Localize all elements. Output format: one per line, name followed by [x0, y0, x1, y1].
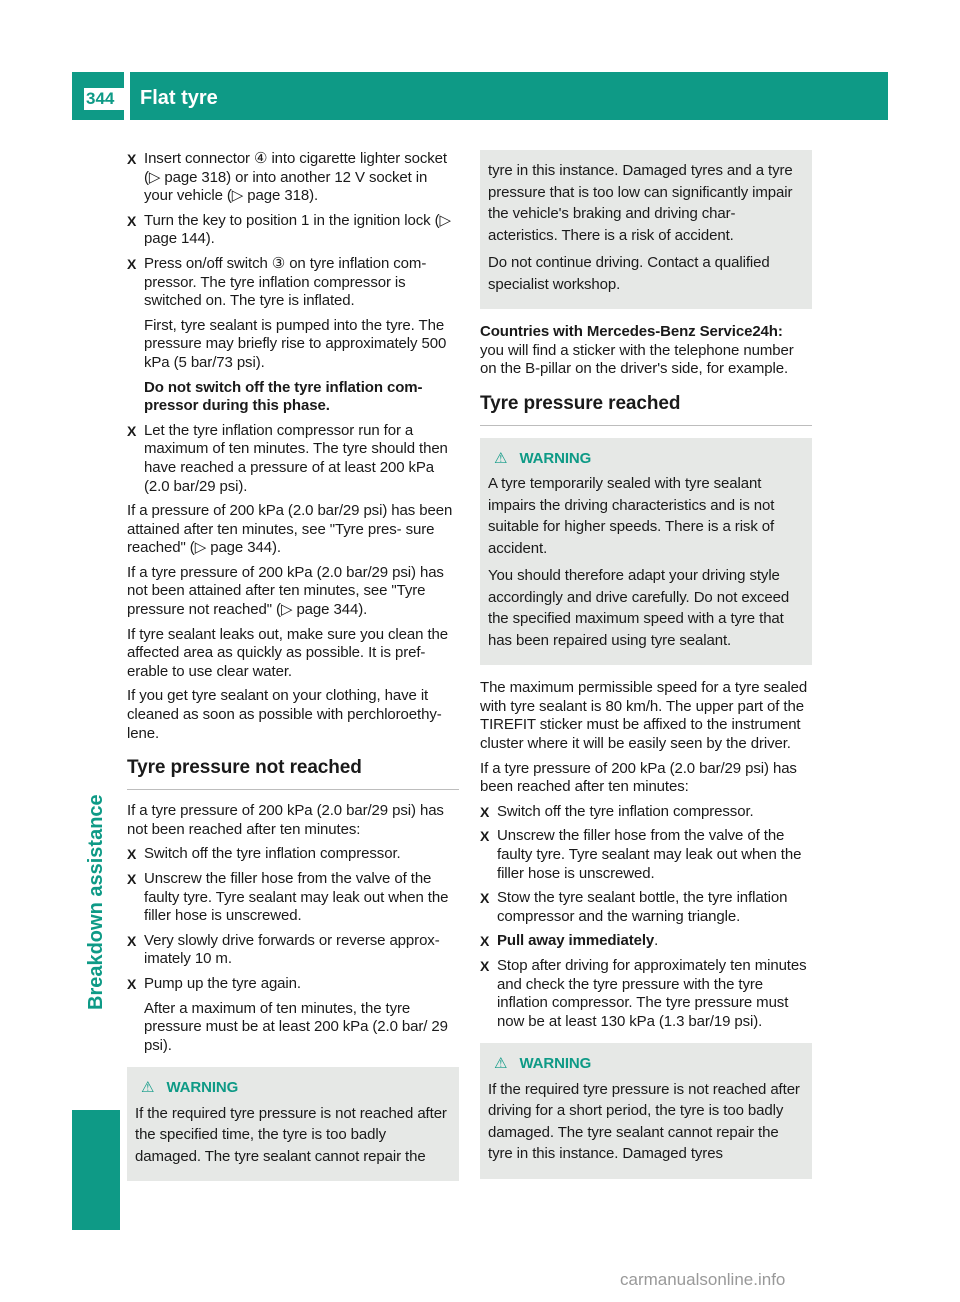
warning-text: You should therefore adapt your driving style accordingly and drive carefully. Do not exceed the specified maximum speed with a tyre that has been repaired using tyre sealant.: [488, 567, 790, 649]
warning-text: If the required tyre pressure is not reached after the specified time, the tyre is too badly damaged. The tyre sealant cannot repair the: [135, 1104, 447, 1165]
step-text: Let the tyre inflation compressor run for a maximum of ten minutes. The tyre should then have reached a pressure of at least 200 kPa (2.0 bar/29 psi).: [144, 421, 448, 495]
header-divider: [124, 72, 130, 120]
step-item: [480, 827, 812, 883]
paragraph: If a tyre pressure of 200 kPa (2.0 bar/29 psi) has been reached after ten minutes:: [480, 759, 797, 796]
step-arrow-icon: X: [127, 255, 137, 272]
paragraph: The maximum permissible speed for a tyre sealed with tyre sealant is 80 km/h. The upper part of the TIREFIT sticker must be affixed to the instrument cluster where it will be easily seen by the driver.: [480, 679, 808, 753]
step-arrow-icon: X: [480, 828, 490, 845]
paragraph: If a tyre pressure of 200 kPa (2.0 bar/29 psi) has not been attained after ten minutes, see "Tyre pressure not reached" (▷ page 344).: [127, 563, 444, 619]
step-text: Pump up the tyre again.: [144, 974, 301, 992]
warning-triangle-icon: ⚠: [494, 449, 508, 467]
step-arrow-icon: X: [127, 871, 137, 887]
warning-label: WARNING: [519, 449, 592, 467]
step-item: [127, 255, 459, 311]
step-note: After a maximum of ten minutes, the tyre pressure must be at least 200 kPa (2.0 bar/ 29 psi).: [144, 999, 448, 1054]
warning-triangle-icon: ⚠: [494, 1055, 508, 1073]
step-item: [480, 957, 812, 1031]
warning-box: [480, 1043, 812, 1179]
step-arrow-icon: X: [127, 151, 137, 167]
right-column: [480, 150, 812, 1193]
step-text: Very slowly drive forwards or reverse approx- imately 10 m.: [144, 931, 440, 968]
step-text: Insert connector ④ into cigarette lighter socket (▷ page 318) or into another 12 V socket in your vehicle (▷ page 318).: [144, 150, 447, 205]
step-arrow-icon: X: [480, 803, 490, 820]
step-note: First, tyre sealant is pumped into the tyre. The pressure may briefly rise to approximately 500 kPa (5 bar/73 psi).: [144, 316, 447, 371]
warning-box: [127, 1067, 459, 1181]
step-item: [480, 932, 812, 951]
step-text: Unscrew the filler hose from the valve of the faulty tyre. Tyre sealant may leak out when the filler hose is unscrewed.: [144, 870, 449, 925]
section-heading: Tyre pressure reached: [480, 393, 812, 426]
warning-box-continued: [480, 150, 812, 309]
warning-triangle-icon: ⚠: [141, 1079, 155, 1097]
paragraph: If a pressure of 200 kPa (2.0 bar/29 psi) has been attained after ten minutes, see "Tyre pres- sure reached" (▷ page 344).: [127, 502, 453, 557]
step-arrow-icon: X: [127, 975, 137, 992]
step-item: [127, 845, 459, 864]
warning-text: A tyre temporarily sealed with tyre sealant impairs the driving characteristics and is not suitable for higher speeds. There is a risk of accident.: [488, 475, 775, 557]
step-text: Stow the tyre sealant bottle, the tyre inflation compressor and the warning triangle.: [497, 889, 788, 925]
step-item: [127, 212, 459, 249]
step-item: [127, 932, 459, 969]
side-tab-label: Breakdown assistance: [85, 794, 107, 1010]
step-arrow-icon: X: [127, 846, 137, 863]
step-note-bold: Do not switch off the tyre inflation com- pressor during this phase.: [144, 378, 423, 415]
section-heading: Tyre pressure not reached: [127, 757, 459, 790]
page-number: 344: [84, 88, 130, 110]
step-arrow-icon: X: [480, 933, 490, 950]
paragraph: If tyre sealant leaks out, make sure you clean the affected area as quickly as possible. It is pref- erable to use clear water.: [127, 625, 449, 680]
step-item: [480, 889, 812, 926]
step-period: .: [654, 932, 659, 950]
step-text-bold: Pull away immediately: [497, 932, 655, 950]
section-title: Flat tyre: [140, 87, 218, 109]
step-item: [480, 803, 812, 822]
step-arrow-icon: X: [127, 932, 137, 949]
step-text: Unscrew the filler hose from the valve of the faulty tyre. Tyre sealant may leak out when the filler hose is unscrewed.: [497, 827, 802, 882]
step-arrow-icon: X: [480, 958, 490, 974]
step-arrow-icon: X: [480, 890, 490, 907]
step-arrow-icon: X: [127, 422, 137, 439]
warning-title: [488, 448, 804, 470]
step-item: [127, 150, 459, 206]
watermark: carmanualsonline.info: [620, 1270, 786, 1289]
step-item: [127, 422, 459, 496]
paragraph: If you get tyre sealant on your clothing, have it cleaned as soon as possible with perchloroethy- lene.: [127, 687, 442, 742]
paragraph: you will find a sticker with the telephone number on the B-pillar on the driver's side, for example.: [480, 341, 794, 378]
warning-label: WARNING: [519, 1055, 592, 1073]
step-text: Switch off the tyre inflation compressor.: [497, 802, 754, 820]
step-text: Stop after driving for approximately ten minutes and check the tyre pressure with the tyre inflation compressor. The tyre pressure must now be at least 130 kPa (1.3 bar/19 psi).: [497, 957, 807, 1030]
left-column: [127, 150, 459, 1195]
warning-label: WARNING: [166, 1079, 239, 1097]
warning-title: [488, 1053, 804, 1075]
step-item: [127, 975, 459, 994]
side-tab-block: [72, 1110, 120, 1230]
step-text: Switch off the tyre inflation compressor.: [144, 845, 401, 863]
step-item: [127, 870, 459, 926]
warning-text: tyre in this instance. Damaged tyres and a tyre pressure that is too low can significantly impair the vehicle's braking and driving char- acteristics. There is a risk of accident.: [488, 162, 793, 244]
warning-title: [135, 1077, 451, 1099]
step-text: Press on/off switch ③ on tyre inflation com- pressor. The tyre inflation compressor is switched on. The tyre is inflated.: [144, 254, 427, 310]
warning-text: If the required tyre pressure is not reached after driving for a short period, the tyre is too badly damaged. The tyre sealant cannot repair the tyre in this instance. Damaged tyres: [488, 1080, 800, 1163]
step-arrow-icon: X: [127, 212, 137, 229]
countries-heading: Countries with Mercedes-Benz Service24h:: [480, 323, 783, 340]
warning-text: Do not continue driving. Contact a qualified specialist workshop.: [488, 254, 770, 293]
paragraph: If a tyre pressure of 200 kPa (2.0 bar/29 psi) has not been reached after ten minutes:: [127, 802, 444, 838]
step-text: Turn the key to position 1 in the ignition lock (▷ page 144).: [144, 211, 451, 248]
warning-box: [480, 438, 812, 666]
